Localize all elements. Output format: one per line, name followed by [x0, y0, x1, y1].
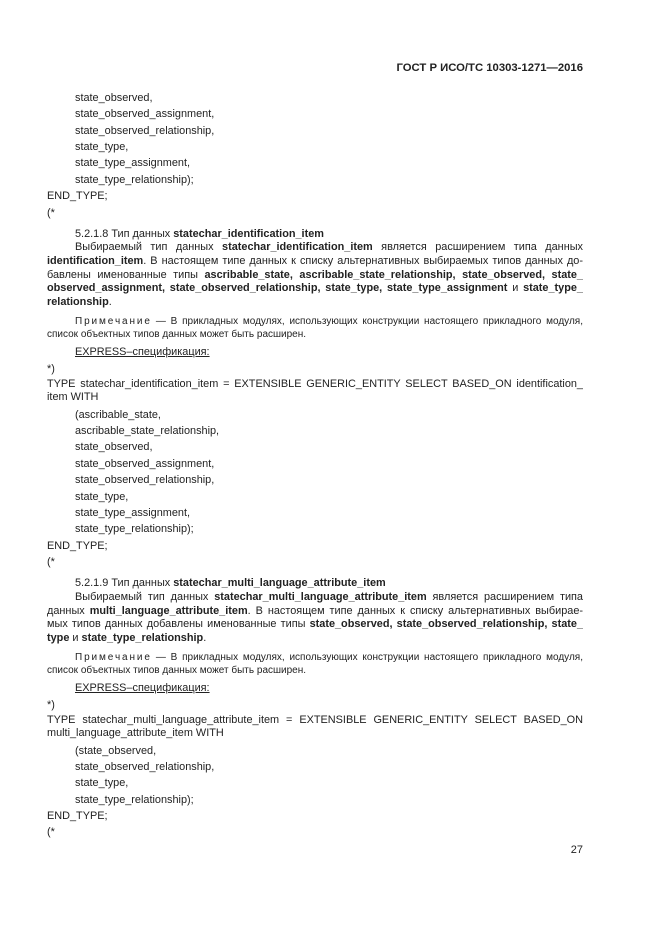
clause-heading: [47, 577, 583, 591]
clause-paragraph: [47, 228, 583, 310]
text-run: Выбираемый тип данных: [75, 591, 215, 603]
text-run: и: [69, 632, 82, 645]
bold-term: statechar_identification_item: [222, 241, 373, 254]
paragraph-line: [47, 591, 583, 605]
comment-close: *): [47, 699, 55, 712]
paragraph-line: [47, 269, 583, 283]
bold-term: state_type_relationship: [81, 632, 204, 645]
type-declaration-line: TYPE statechar_identification_item = EXTENSIBLE GENERIC_ENTITY SELECT BASED_ON identification_: [47, 377, 583, 390]
text-run: .: [203, 632, 207, 645]
note-line: [47, 315, 583, 328]
type-declaration: [47, 714, 583, 741]
express-spec-label-text: EXPRESS–спецификация:: [75, 346, 210, 359]
select-list-item: ascribable_state_relationship,: [75, 425, 220, 437]
express-spec-label-text: EXPRESS–спецификация:: [75, 682, 210, 695]
select-list-item: state_type,: [75, 490, 129, 503]
bold-term: identification_item: [47, 255, 144, 268]
text-run: . В настоящем типе данных к списку альтернативных выбирае-: [247, 604, 583, 617]
paragraph-line: [47, 632, 583, 646]
paragraph-line: [47, 296, 583, 310]
clause-type-name: statechar_multi_language_attribute_item: [173, 577, 386, 590]
paragraph-line: [47, 241, 583, 255]
type-declaration-line: item WITH: [47, 391, 99, 404]
document-designation-header: ГОСТ Р ИСО/ТС 10303-1271—2016: [396, 62, 583, 74]
clause-5-2-1-9: [47, 577, 583, 841]
bold-term: observed_assignment, state_observed_relationship, state_type, state_type_assignment: [47, 282, 508, 295]
bold-term: state_type_: [523, 282, 583, 295]
select-list-item: state_observed_relationship,: [75, 124, 215, 137]
note-line: [47, 651, 583, 664]
text-run: Выбираемый тип данных: [75, 241, 223, 254]
note-line: список объектных типов данных может быть расширен.: [47, 665, 307, 677]
clause-type-name: statechar_identification_item: [173, 227, 324, 240]
bold-term: ascribable_state, ascribable_state_relationship, state_observed, state_: [204, 268, 583, 281]
select-list-item: state_type,: [75, 140, 129, 153]
select-list-item: state_observed,: [75, 91, 153, 104]
text-run: является расширением типа: [426, 591, 583, 603]
text-run: мых типов данных добавлены именованные типы: [47, 618, 310, 631]
select-list-item: (ascribable_state,: [75, 408, 161, 421]
clause-paragraph: [47, 577, 583, 645]
select-list-item: state_observed_relationship,: [75, 474, 215, 487]
clause-5-2-1-8: [47, 228, 583, 571]
paragraph-line: [47, 282, 583, 296]
bold-term: multi_language_attribute_item: [89, 604, 248, 617]
select-list-item: state_type_relationship);: [75, 793, 194, 806]
comment-open: (*: [47, 826, 55, 839]
note-label: Примечание: [75, 316, 152, 328]
text-run: и: [507, 282, 524, 295]
note: [47, 315, 583, 341]
text-run: является расширением типа данных: [372, 241, 583, 254]
type-declaration-line: multi_language_attribute_item WITH: [47, 727, 224, 740]
select-list: [47, 407, 583, 571]
select-list-item: state_type_relationship);: [75, 523, 194, 536]
select-list-item: state_observed,: [75, 441, 153, 454]
express-spec-label: [47, 680, 583, 696]
previous-type-tail: [47, 90, 583, 221]
bold-term: type: [47, 632, 70, 645]
clause-heading: [47, 228, 583, 242]
text-run: бавлены именованные типы: [47, 268, 205, 281]
select-list-item: state_type_assignment,: [75, 506, 191, 519]
comment-close: *): [47, 363, 55, 376]
end-type-keyword: END_TYPE;: [47, 810, 108, 823]
paragraph-line: [47, 255, 583, 269]
bold-term: statechar_multi_language_attribute_item: [214, 591, 427, 603]
select-list-item: state_type_assignment,: [75, 157, 191, 170]
select-list-item: state_observed_assignment,: [75, 108, 215, 121]
note: [47, 651, 583, 677]
text-run: .: [108, 296, 112, 309]
document-body: [47, 90, 583, 841]
text-run: данных: [47, 604, 90, 617]
select-list-item: state_type_relationship);: [75, 173, 194, 186]
select-list-item: state_observed_assignment,: [75, 457, 215, 470]
clause-number-label: 5.2.1.8 Тип данных: [75, 227, 174, 240]
bold-term: state_observed, state_observed_relationship, state_: [309, 618, 583, 631]
select-list-item: state_type,: [75, 777, 129, 790]
note-text: — В прикладных модулях, использующих конструкции настоящего прикладного модуля,: [155, 652, 583, 664]
select-list-item: state_observed_relationship,: [75, 760, 215, 773]
text-run: . В настоящем типе данных к списку альтернативных выбираемых типов данных до-: [143, 255, 583, 268]
end-type-keyword: END_TYPE;: [47, 190, 108, 203]
paragraph-line: [47, 605, 583, 619]
note-label: Примечание: [75, 652, 152, 664]
type-declaration-line: TYPE statechar_multi_language_attribute_item = EXTENSIBLE GENERIC_ENTITY SELECT BASED_ON: [47, 713, 583, 726]
page-number: 27: [570, 844, 583, 856]
note-text: — В прикладных модулях, использующих конструкции настоящего прикладного модуля,: [155, 316, 583, 328]
comment-open: (*: [47, 556, 55, 569]
paragraph-line: [47, 618, 583, 632]
bold-term: relationship: [47, 296, 109, 309]
express-spec-label: [47, 344, 583, 360]
select-list: [47, 743, 583, 841]
note-line: список объектных типов данных может быть расширен.: [47, 329, 307, 341]
select-list-item: (state_observed,: [75, 744, 157, 757]
type-declaration: [47, 378, 583, 405]
comment-open: (*: [47, 206, 55, 219]
end-type-keyword: END_TYPE;: [47, 539, 108, 552]
clause-number-label: 5.2.1.9 Тип данных: [75, 577, 174, 590]
